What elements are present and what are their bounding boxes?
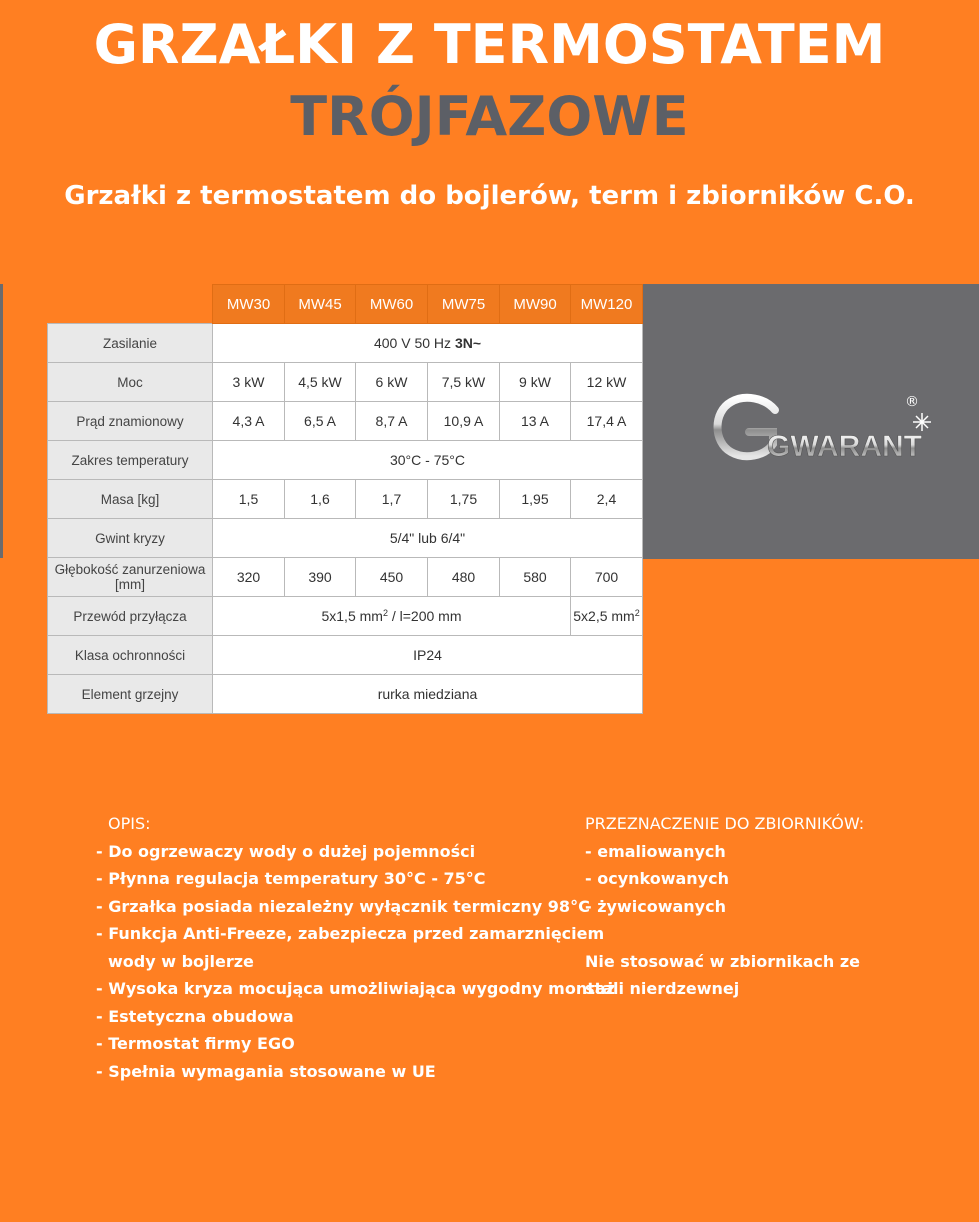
description-item-continuation: wody w bojlerze (108, 951, 254, 971)
cell-value: 3 kW (213, 363, 285, 402)
description-item: - Estetyczna obudowa (96, 1006, 294, 1026)
cell-value: 13 A (500, 402, 571, 441)
model-header: MW120 (571, 285, 643, 324)
row-label: Zakres temperatury (48, 441, 213, 480)
row-label: Moc (48, 363, 213, 402)
row-label: Głębokość zanurzeniowa [mm] (48, 558, 213, 597)
cell-value: 2,4 (571, 480, 643, 519)
destination-section (585, 810, 864, 1003)
cell-value: 7,5 kW (428, 363, 500, 402)
table-header-row (48, 285, 643, 324)
description-item: - Do ogrzewaczy wody o dużej pojemności (96, 841, 476, 861)
title-line-2: TRÓJFAZOWE (290, 85, 689, 148)
table-row (48, 363, 643, 402)
destination-heading: PRZEZNACZENIE DO ZBIORNIKÓW: (585, 814, 865, 833)
gwarant-logo (705, 380, 945, 490)
table-row (48, 675, 643, 714)
cell-value: 1,5 (213, 480, 285, 519)
table-row (48, 597, 643, 636)
header-blank (48, 285, 213, 324)
cell-value: 580 (500, 558, 571, 597)
cell-value: 30°C - 75°C (213, 441, 643, 480)
row-label: Klasa ochronności (48, 636, 213, 675)
cell-value: 390 (285, 558, 356, 597)
cell-value: 17,4 A (571, 402, 643, 441)
destination-item: - ocynkowanych (585, 869, 729, 888)
model-header: MW45 (285, 285, 356, 324)
left-grey-strip (0, 284, 3, 558)
cell-value: 4,5 kW (285, 363, 356, 402)
model-header: MW90 (500, 285, 571, 324)
destination-item: - żywicowanych (585, 896, 726, 916)
description-item: - Funkcja Anti-Freeze, zabezpiecza przed zamarznięciem (96, 924, 605, 943)
description-item: - Termostat firmy EGO (96, 1034, 295, 1053)
subtitle: Grzałki z termostatem do bojlerów, term i zbiorników C.O. (64, 181, 915, 211)
cell-value: 1,6 (285, 480, 356, 519)
row-label: Prąd znamionowy (48, 402, 213, 441)
table-row (48, 636, 643, 675)
description-item: - Grzałka posiada niezależny wyłącznik termiczny 98°C (96, 896, 590, 916)
row-label: Zasilanie (48, 324, 213, 363)
cell-value: 1,75 (428, 480, 500, 519)
row-label: Gwint kryzy (48, 519, 213, 558)
description-item: - Spełnia wymagania stosowane w UE (96, 1061, 436, 1081)
destination-item: - emaliowanych (585, 841, 726, 861)
table-row (48, 558, 643, 597)
cell-value: 9 kW (500, 363, 571, 402)
table-row (48, 519, 643, 558)
table-row (48, 441, 643, 480)
cell-value: 6 kW (356, 363, 428, 402)
cell-value: 12 kW (571, 363, 643, 402)
model-header: MW30 (213, 285, 285, 324)
sparkle-icon (913, 413, 931, 431)
cell-value: 320 (213, 558, 285, 597)
description-heading: OPIS: (108, 814, 151, 833)
cell-value: 400 V 50 Hz 3N~ (213, 324, 643, 363)
title-line-1: GRZAŁKI Z TERMOSTATEM (93, 13, 886, 76)
cell-value: IP24 (213, 636, 643, 675)
model-header: MW60 (356, 285, 428, 324)
destination-note: Nie stosować w zbiornikach ze (585, 951, 861, 971)
cell-value: 480 (428, 558, 500, 597)
description-item: - Wysoka kryza mocująca umożliwiająca wygodny montaż (96, 979, 615, 998)
logo-text: GWARANT (767, 430, 922, 463)
model-header: MW75 (428, 285, 500, 324)
cell-value: 5/4" lub 6/4" (213, 519, 643, 558)
cell-value: 4,3 A (213, 402, 285, 441)
cell-value: 5x2,5 $mm^2$ (571, 597, 643, 636)
description-item: - Płynna regulacja temperatury 30°C - 75°C (96, 869, 486, 888)
cell-value: 1,95 (500, 480, 571, 519)
row-label: Element grzejny (48, 675, 213, 714)
description-section (96, 810, 615, 1085)
cell-value: 450 (356, 558, 428, 597)
spec-table (47, 284, 643, 714)
row-label: Przewód przyłącza (48, 597, 213, 636)
table-row (48, 480, 643, 519)
cell-value: rurka miedziana (213, 675, 643, 714)
table-row (48, 324, 643, 363)
cell-value: 1,7 (356, 480, 428, 519)
cell-value: 700 (571, 558, 643, 597)
cell-value: 10,9 A (428, 402, 500, 441)
cell-value: 6,5 A (285, 402, 356, 441)
destination-note: stali nierdzewnej (585, 979, 740, 998)
cell-value: 8,7 A (356, 402, 428, 441)
row-label: Masa [kg] (48, 480, 213, 519)
table-row (48, 402, 643, 441)
cell-value: 5x1,5 $mm^2 / l=200$ mm (213, 597, 571, 636)
registered-mark: ® (905, 394, 919, 410)
